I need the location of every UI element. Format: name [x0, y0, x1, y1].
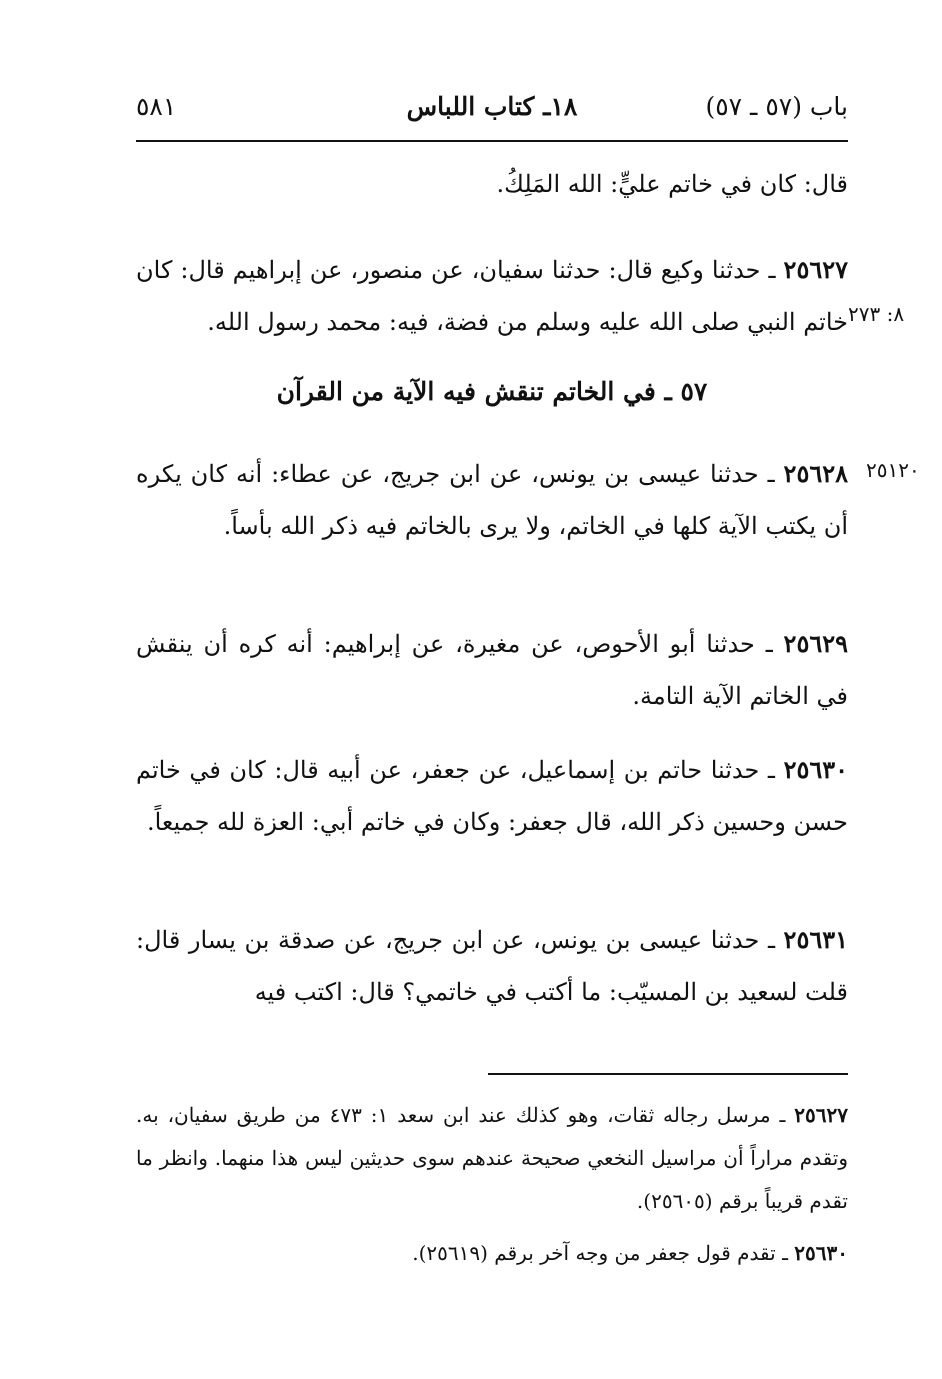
hadith-text: ـ حدثنا حاتم بن إسماعيل، عن جعفر، عن أبيه قال: كان في خاتم حسن وحسين ذكر الله، قال جعفر: وكان في خاتم أبي: العزة لله جميعاً. [136, 756, 848, 836]
chapter-title: باب (٥٧ ـ ٥٧) [705, 92, 848, 121]
hadith-number: ٢٥٦٢٧ [783, 255, 848, 284]
hadith-number: ٢٥٦٢٨ [783, 459, 848, 488]
footnote-rule [488, 1073, 848, 1075]
hadith-25627 [136, 244, 848, 348]
hadith-number: ٢٥٦٢٩ [783, 629, 848, 658]
margin-reference: ٢٥١٢٠ [866, 458, 920, 482]
hadith-25628 [136, 448, 848, 552]
hadith-25629 [136, 618, 848, 722]
footnote-25630 [136, 1232, 848, 1275]
hadith-text: ـ حدثنا وكيع قال: حدثنا سفيان، عن منصور، عن إبراهيم قال: كان خاتم النبي صلى الله عليه وسلم من فضة، فيه: محمد رسول الله. [136, 256, 848, 336]
footnote-number: ٢٥٦٢٧ [794, 1103, 848, 1127]
footnote-number: ٢٥٦٣٠ [794, 1241, 848, 1265]
margin-reference: ٨: ٢٧٣ [848, 302, 905, 326]
page-number: ٥٨١ [136, 92, 177, 121]
header-rule [136, 140, 848, 142]
book-title: ١٨ـ كتاب اللباس [406, 92, 578, 121]
hadith-text: ـ حدثنا عيسى بن يونس، عن ابن جريج، عن صدقة بن يسار قال: قلت لسعيد بن المسيّب: ما أكتب في خاتمي؟ قال: اكتب فيه [136, 926, 848, 1006]
footnote-text: ـ مرسل رجاله ثقات، وهو كذلك عند ابن سعد ١: ٤٧٣ من طريق سفيان، به. وتقدم مراراً أن مراسيل النخعي صحيحة عندهم سوى حديثين ليس هذا منهما. وانظر ما تقدم قريباً برقم (٢٥٦٠٥). [136, 1103, 848, 1213]
continuation-paragraph: قال: كان في خاتم عليٍّ: الله المَلِكُ. [496, 170, 848, 198]
running-header [136, 92, 848, 132]
hadith-text: ـ حدثنا أبو الأحوص، عن مغيرة، عن إبراهيم: أنه كره أن ينقش في الخاتم الآية التامة. [136, 630, 848, 710]
hadith-number: ٢٥٦٣٠ [783, 755, 849, 784]
hadith-25630 [136, 744, 848, 848]
footnote-25627 [136, 1094, 848, 1223]
hadith-number: ٢٥٦٣١ [783, 925, 848, 954]
hadith-text: ـ حدثنا عيسى بن يونس، عن ابن جريج، عن عطاء: أنه كان يكره أن يكتب الآية كلها في الخاتم، ولا يرى بالخاتم فيه ذكر الله بأساً. [136, 460, 848, 540]
section-heading: ٥٧ ـ في الخاتم تنقش فيه الآية من القرآن [276, 377, 708, 406]
footnote-text: ـ تقدم قول جعفر من وجه آخر برقم (٢٥٦١٩). [412, 1241, 795, 1265]
hadith-25631 [136, 914, 848, 1018]
